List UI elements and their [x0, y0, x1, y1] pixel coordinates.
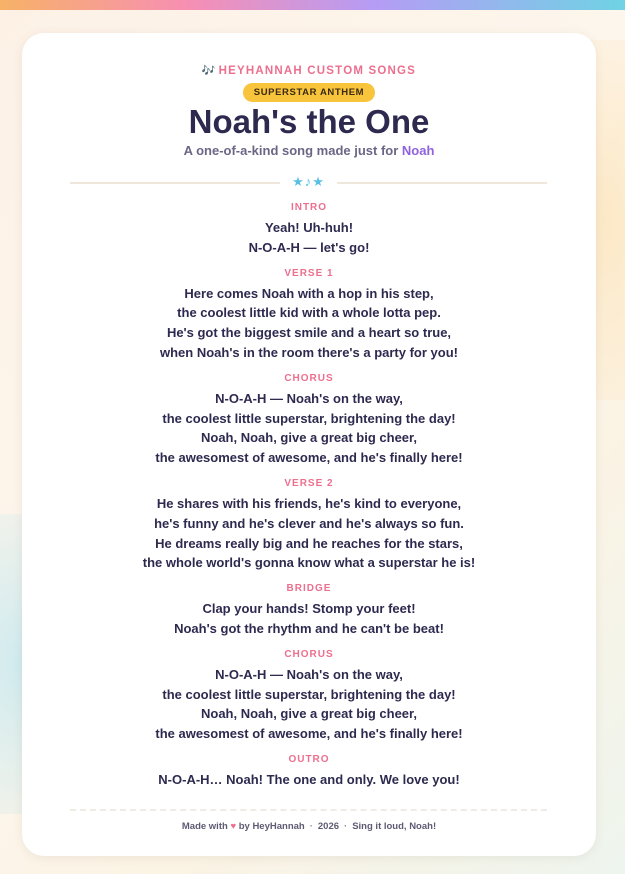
footer-divider — [70, 809, 547, 811]
lyric-line: He dreams really big and he reaches for the stars, — [155, 535, 463, 551]
footer-made-with: Made with — [181, 821, 228, 832]
song-card — [22, 33, 596, 856]
lyric-line: the coolest little superstar, brightening the day! — [162, 686, 456, 702]
lyric-section-bridge — [22, 582, 596, 639]
lyric-section-verse-1 — [22, 267, 596, 363]
footer: Made with ♥ by HeyHannah · 2026 · Sing it loud, Noah! — [181, 821, 437, 832]
lyric-line: Here comes Noah with a hop in his step, — [184, 285, 434, 301]
song-title: Noah's the One — [188, 103, 430, 140]
lyric-line: Clap your hands! Stomp your feet! — [202, 601, 416, 617]
lyric-line: the awesomest of awesome, and he's finally here! — [155, 726, 463, 742]
footer-by: by HeyHannah — [238, 821, 305, 832]
lyric-line: Noah's got the rhythm and he can't be beat! — [174, 620, 444, 636]
section-label: INTRO — [290, 202, 328, 213]
lyric-line: the coolest little superstar, brightening the day! — [162, 410, 456, 426]
music-notes-icon: 🎶 — [201, 65, 216, 77]
subtitle-text: A one-of-a-kind song made just for — [183, 143, 402, 158]
lyric-line: N-O-A-H — let's go! — [248, 239, 370, 255]
lyric-line: he's funny and he's clever and he's always so fun. — [154, 515, 464, 531]
heart-icon: ♥ — [230, 821, 237, 832]
subtitle-name: Noah — [401, 143, 435, 158]
song-subtitle — [22, 143, 596, 158]
song-type-badge: SUPERSTAR ANTHEM — [243, 83, 375, 102]
lyric-section-outro — [22, 753, 596, 790]
section-label: BRIDGE — [286, 583, 332, 595]
star-note-ornament-icon: ★♪★ — [292, 174, 325, 189]
lyric-line: N-O-A-H… Noah! The one and only. We love you! — [158, 771, 460, 787]
brand-line — [22, 64, 596, 77]
section-label: CHORUS — [284, 648, 334, 660]
lyric-section-chorus — [22, 372, 596, 468]
lyric-line: N-O-A-H — Noah's on the way, — [215, 666, 403, 682]
section-label: CHORUS — [284, 372, 334, 384]
lyric-section-verse-2 — [22, 477, 596, 573]
top-gradient-bar — [0, 0, 625, 10]
lyric-line: the whole world's gonna know what a superstar he is! — [142, 555, 476, 571]
lyric-section-intro — [22, 201, 596, 258]
footer-tagline: Sing it loud, Noah! — [352, 821, 437, 832]
lyric-line: Yeah! Uh-huh! — [264, 220, 354, 235]
lyric-line: the awesomest of awesome, and he's finally here! — [155, 450, 463, 466]
lyric-section-chorus — [22, 648, 596, 744]
brand-name: HEYHANNAH CUSTOM SONGS — [218, 65, 417, 77]
section-label: VERSE 1 — [284, 267, 334, 279]
lyric-line: when Noah's in the room there's a party for you! — [159, 344, 458, 360]
lyrics — [22, 201, 596, 799]
lyric-line: N-O-A-H — Noah's on the way, — [215, 390, 403, 406]
lyric-line: He shares with his friends, he's kind to everyone, — [156, 495, 462, 511]
section-label: VERSE 2 — [284, 477, 334, 489]
lyric-line: Noah, Noah, give a great big cheer, — [200, 706, 417, 722]
footer-year: 2026 — [317, 821, 340, 832]
section-label: OUTRO — [288, 753, 330, 765]
lyric-line: He's got the biggest smile and a heart so true, — [166, 325, 452, 341]
lyric-line: Noah, Noah, give a great big cheer, — [200, 430, 417, 446]
lyric-line: the coolest little kid with a whole lotta pep. — [177, 305, 441, 321]
header-divider — [70, 176, 547, 190]
